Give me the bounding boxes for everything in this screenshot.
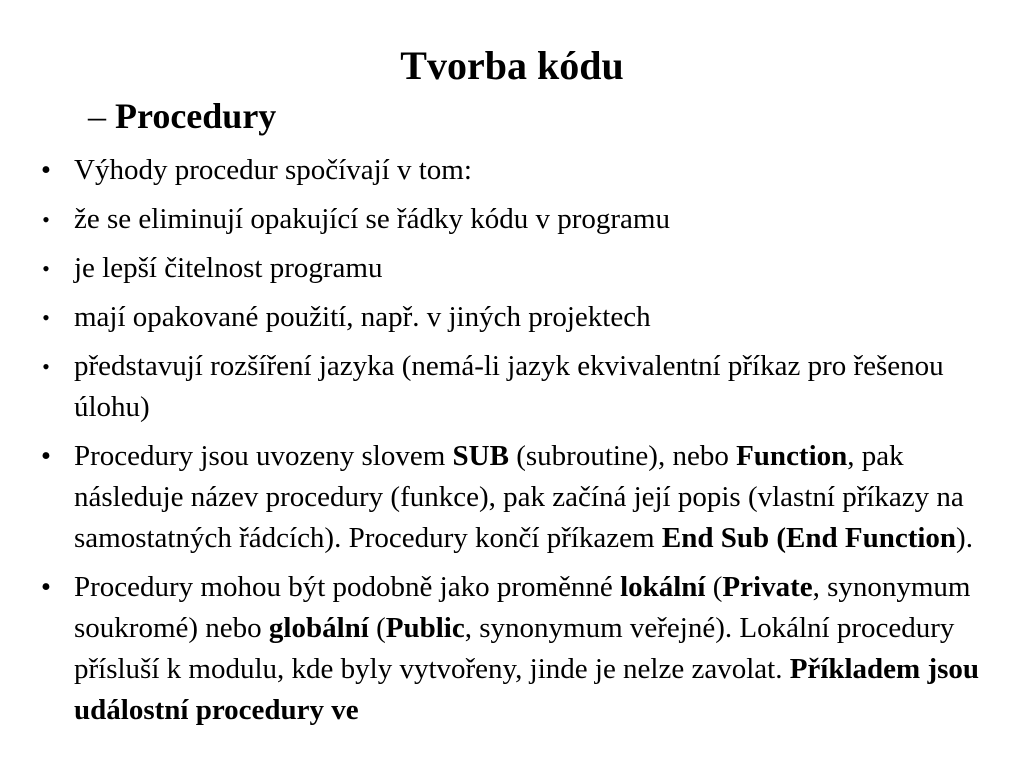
bullet-icon: •	[42, 207, 50, 232]
bullet-icon: •	[40, 154, 52, 186]
list-item-eliminate-repeats	[0, 199, 1024, 240]
bullet-icon: •	[42, 354, 50, 379]
bullet-icon: •	[40, 571, 52, 603]
list-item-text: mají opakované použití, např. v jiných projektech	[74, 301, 651, 333]
bullet-icon: •	[40, 440, 52, 472]
keyword-private: Private	[722, 571, 813, 603]
slide-subtitle	[88, 94, 276, 138]
text-segment: (	[368, 612, 386, 644]
text-segment: Procedury jsou uvozeny slovem	[74, 440, 453, 472]
list-item-text: Výhody procedur spočívají v tom:	[74, 154, 472, 186]
text-segment: (subroutine), nebo	[508, 440, 737, 472]
list-item-text	[74, 571, 979, 726]
list-item-advantages	[0, 150, 1024, 191]
subtitle-text: Procedury	[115, 96, 277, 136]
list-item-language-extension	[0, 346, 1024, 428]
text-segment: , synonymum soukromé) nebo	[74, 571, 971, 644]
keyword-lokalni: lokální	[620, 571, 706, 603]
list-item-text	[74, 440, 973, 554]
bullet-icon: •	[42, 305, 50, 330]
subtitle-dash: –	[88, 96, 106, 136]
text-segment: , pak následuje název procedury (funkce), pak začíná její popis (vlastní příkazy na samostatných řádcích). Procedury končí příkazem	[74, 440, 964, 554]
keyword-globalni: globální	[268, 612, 369, 644]
keyword-public: Public	[385, 612, 465, 644]
list-item-sub-function	[0, 436, 1024, 559]
keyword-function: Function	[736, 440, 848, 472]
list-item-reuse	[0, 297, 1024, 338]
slide-title: Tvorba kódu	[400, 43, 624, 88]
text-segment: , synonymum veřejné). Lokální procedury přísluší k modulu, kde byly vytvořeny, jinde je nelze zavolat.	[74, 612, 955, 685]
list-item-scope	[0, 567, 1024, 731]
list-item-text: je lepší čitelnost programu	[74, 252, 383, 284]
list-item-text: představují rozšíření jazyka (nemá-li jazyk ekvivalentní příkaz pro řešenou úlohu)	[74, 350, 944, 423]
text-segment: (	[705, 571, 723, 603]
keyword-sub: SUB	[452, 440, 509, 472]
bullet-icon: •	[42, 256, 50, 281]
emphasis-example: Příkladem jsou událostní procedury ve	[74, 653, 980, 726]
text-segment: ).	[956, 522, 973, 554]
text-segment: Procedury mohou být podobně jako proměnné	[74, 571, 621, 603]
list-item-readability	[0, 248, 1024, 289]
list-item-text: že se eliminují opakující se řádky kódu v programu	[74, 203, 670, 235]
bullet-list	[0, 150, 1024, 739]
keyword-end-sub: End Sub (End Function	[661, 522, 957, 554]
